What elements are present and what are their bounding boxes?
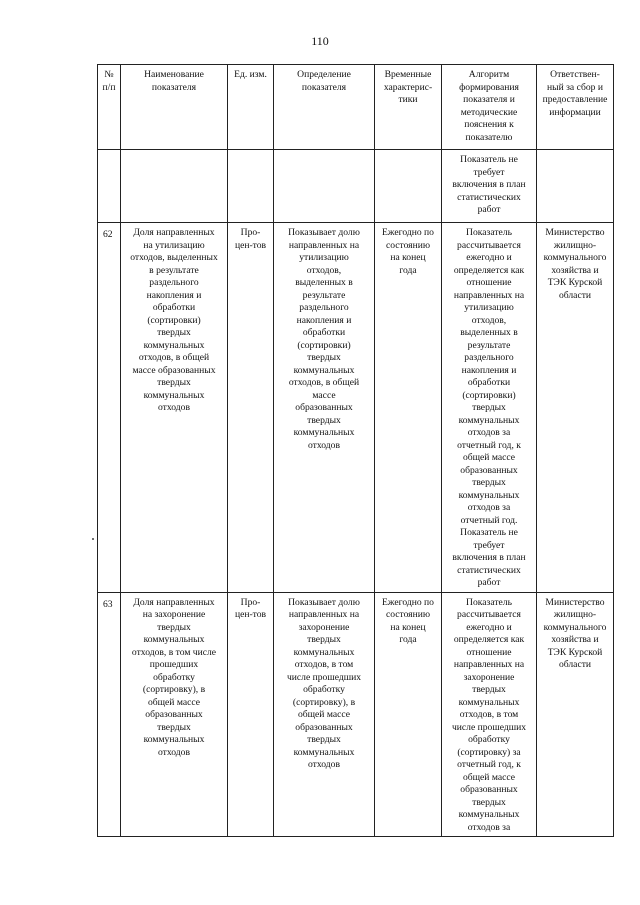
cell-algorithm: Показатель рассчитывается ежегодно и определяется как отношение направленных на утилизацию отходов, выделенных в результате раздельного накопления и обработки (сортировки) твердых коммунальных отходов за отчетный год, к общей массе образованных твердых коммунальных отходов за отчетный год. Показатель не требует включения в план статистических работ: [442, 223, 537, 593]
cell-responsible: Министерство жилищно- коммунального хозяйства и ТЭК Курской области: [537, 223, 614, 593]
cell-algorithm: Показатель не требует включения в план статистических работ: [442, 150, 537, 223]
cell-unit: Про- цен-тов: [228, 592, 274, 837]
cell-responsible: Министерство жилищно- коммунального хозяйства и ТЭК Курской области: [537, 592, 614, 837]
cell-timing: [375, 150, 442, 223]
table-row-continuation: [98, 150, 614, 223]
header-number: № п/п: [98, 65, 121, 150]
cell-definition: Показывает долю направленных на утилизацию отходов, выделенных в результате раздельного накопления и обработки (сортировки) твердых коммунальных отходов, в общей массе образованных твердых коммунальных отходов: [274, 223, 375, 593]
scan-speck: [92, 538, 94, 540]
table-header-row: [98, 65, 614, 150]
cell-timing: Ежегодно по состоянию на конец года: [375, 223, 442, 593]
header-indicator-name: Наименование показателя: [121, 65, 228, 150]
header-algorithm: Алгоритм формирования показателя и методические пояснения к показателю: [442, 65, 537, 150]
cell-algorithm: Показатель рассчитывается ежегодно и определяется как отношение направленных на захоронение твердых коммунальных отходов, в том числе прошедших обработку (сортировку) за отчетный год, к общей массе образованных твердых коммунальных отходов за: [442, 592, 537, 837]
header-timing: Временные характерис- тики: [375, 65, 442, 150]
table-row: [98, 592, 614, 837]
cell-timing: Ежегодно по состоянию на конец года: [375, 592, 442, 837]
cell-number: 63: [98, 592, 121, 837]
cell-indicator-name: Доля направленных на утилизацию отходов, выделенных в результате раздельного накопления и обработки (сортировки) твердых коммунальных отходов, в общей массе образованных твердых коммунальных отходов: [121, 223, 228, 593]
header-unit: Ед. изм.: [228, 65, 274, 150]
cell-indicator-name: [121, 150, 228, 223]
cell-definition: [274, 150, 375, 223]
table-row: [98, 223, 614, 593]
header-definition: Определение показателя: [274, 65, 375, 150]
cell-number: [98, 150, 121, 223]
cell-responsible: [537, 150, 614, 223]
cell-definition: Показывает долю направленных на захоронение твердых коммунальных отходов, в том числе прошедших обработку (сортировку), в общей массе образованных твердых коммунальных отходов: [274, 592, 375, 837]
header-responsible: Ответствен- ный за сбор и предоставление информации: [537, 65, 614, 150]
page-number: 110: [311, 34, 329, 48]
cell-indicator-name: Доля направленных на захоронение твердых коммунальных отходов, в том числе прошедших обработку (сортировку), в общей массе образованных твердых коммунальных отходов: [121, 592, 228, 837]
indicator-table: [97, 64, 614, 837]
cell-unit: Про- цен-тов: [228, 223, 274, 593]
cell-number: 62: [98, 223, 121, 593]
cell-unit: [228, 150, 274, 223]
